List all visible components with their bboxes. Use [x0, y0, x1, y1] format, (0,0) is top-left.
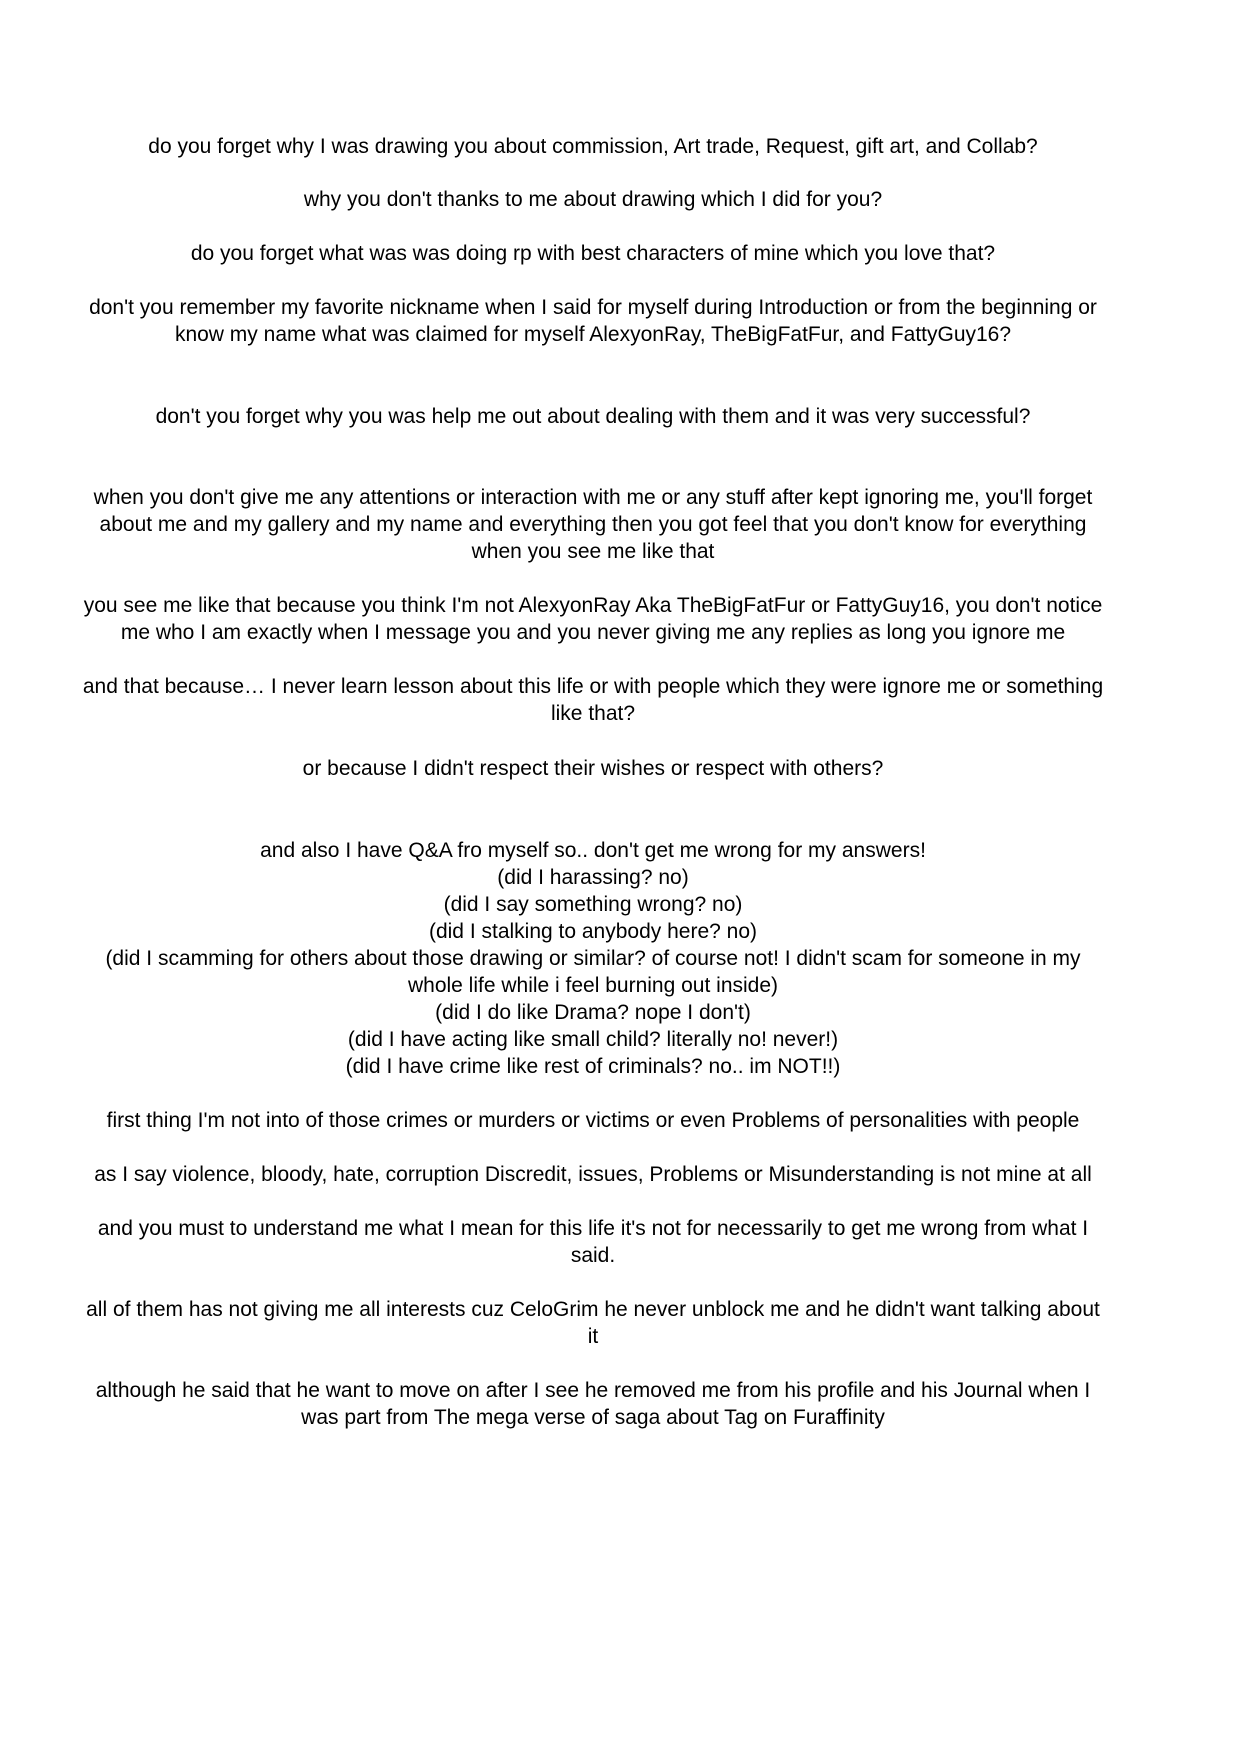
text-line: all of them has not giving me all interests cuz CeloGrim he never unblock me and he didn't want talking about	[86, 1298, 1100, 1321]
qa-item: (did I scamming for others about those drawing or similar? of course not! I didn't scam for someone in my	[105, 947, 1081, 970]
qa-item: (did I do like Drama? nope I don't)	[435, 1001, 751, 1024]
text-line: don't you remember my favorite nickname when I said for myself during Introduction or from the beginning or	[89, 296, 1097, 319]
paragraph-qa	[28, 837, 1158, 1080]
text-line: it	[587, 1325, 599, 1348]
qa-item: (did I say something wrong? no)	[443, 893, 743, 916]
qa-item: (did I stalking to anybody here? no)	[428, 920, 758, 943]
text-line: when you don't give me any attentions or interaction with me or any stuff after kept ignoring me, you'll forget	[93, 486, 1093, 509]
paragraph-thanks-question	[28, 186, 1158, 213]
text-line: and you must to understand me what I mean for this life it's not for necessarily to get me wrong from what I	[97, 1217, 1089, 1240]
text-line: do you forget why I was drawing you about commission, Art trade, Request, gift art, and Collab?	[148, 135, 1038, 158]
paragraph-lesson	[28, 673, 1158, 727]
text-line: me who I am exactly when I message you and you never giving me any replies as long you ignore me	[120, 621, 1066, 644]
text-line: said.	[570, 1244, 616, 1267]
text-line: like that?	[550, 702, 636, 725]
text-line: why you don't thanks to me about drawing which I did for you?	[303, 188, 883, 211]
paragraph-not-into-crimes	[28, 1107, 1158, 1134]
text-line: don't you forget why you was help me out about dealing with them and it was very successful?	[155, 405, 1031, 428]
paragraph-violence	[28, 1161, 1158, 1188]
text-line: do you forget what was was doing rp with best characters of mine which you love that?	[190, 242, 996, 265]
paragraph-identity	[28, 592, 1158, 646]
paragraph-help-question	[28, 403, 1158, 430]
qa-item: whole life while i feel burning out inside)	[407, 974, 779, 997]
paragraph-commission-question	[28, 133, 1158, 160]
text-line: or because I didn't respect their wishes or respect with others?	[302, 757, 884, 780]
paragraph-rp-question	[28, 240, 1158, 267]
paragraph-understand	[28, 1215, 1158, 1269]
text-line: when you see me like that	[471, 540, 715, 563]
text-line: was part from The mega verse of saga about Tag on Furaffinity	[301, 1406, 885, 1429]
text-line: as I say violence, bloody, hate, corruption Discredit, issues, Problems or Misunderstanding is not mine at all	[94, 1163, 1092, 1186]
text-line: about me and my gallery and my name and everything then you got feel that you don't know for everything	[99, 513, 1087, 536]
text-line: although he said that he want to move on after I see he removed me from his profile and his Journal when I	[95, 1379, 1091, 1402]
text-line: and that because… I never learn lesson about this life or with people which they were ignore me or something	[82, 675, 1104, 698]
qa-item: (did I have acting like small child? literally no! never!)	[347, 1028, 839, 1051]
text-line: know my name what was claimed for myself AlexyonRay, TheBigFatFur, and FattyGuy16?	[174, 323, 1012, 346]
qa-intro: and also I have Q&A fro myself so.. don't get me wrong for my answers!	[260, 839, 926, 862]
paragraph-ignoring	[28, 484, 1158, 565]
paragraph-celogrim	[28, 1296, 1158, 1350]
text-line: first thing I'm not into of those crimes or murders or victims or even Problems of personalities with people	[106, 1109, 1080, 1132]
qa-item: (did I harassing? no)	[497, 866, 689, 889]
qa-item: (did I have crime like rest of criminals? no.. im NOT!!)	[345, 1055, 841, 1078]
paragraph-respect	[28, 755, 1158, 782]
text-line: you see me like that because you think I'm not AlexyonRay Aka TheBigFatFur or FattyGuy16, you don't notice	[83, 594, 1103, 617]
paragraph-nickname-question	[28, 294, 1158, 348]
paragraph-move-on	[28, 1377, 1158, 1431]
